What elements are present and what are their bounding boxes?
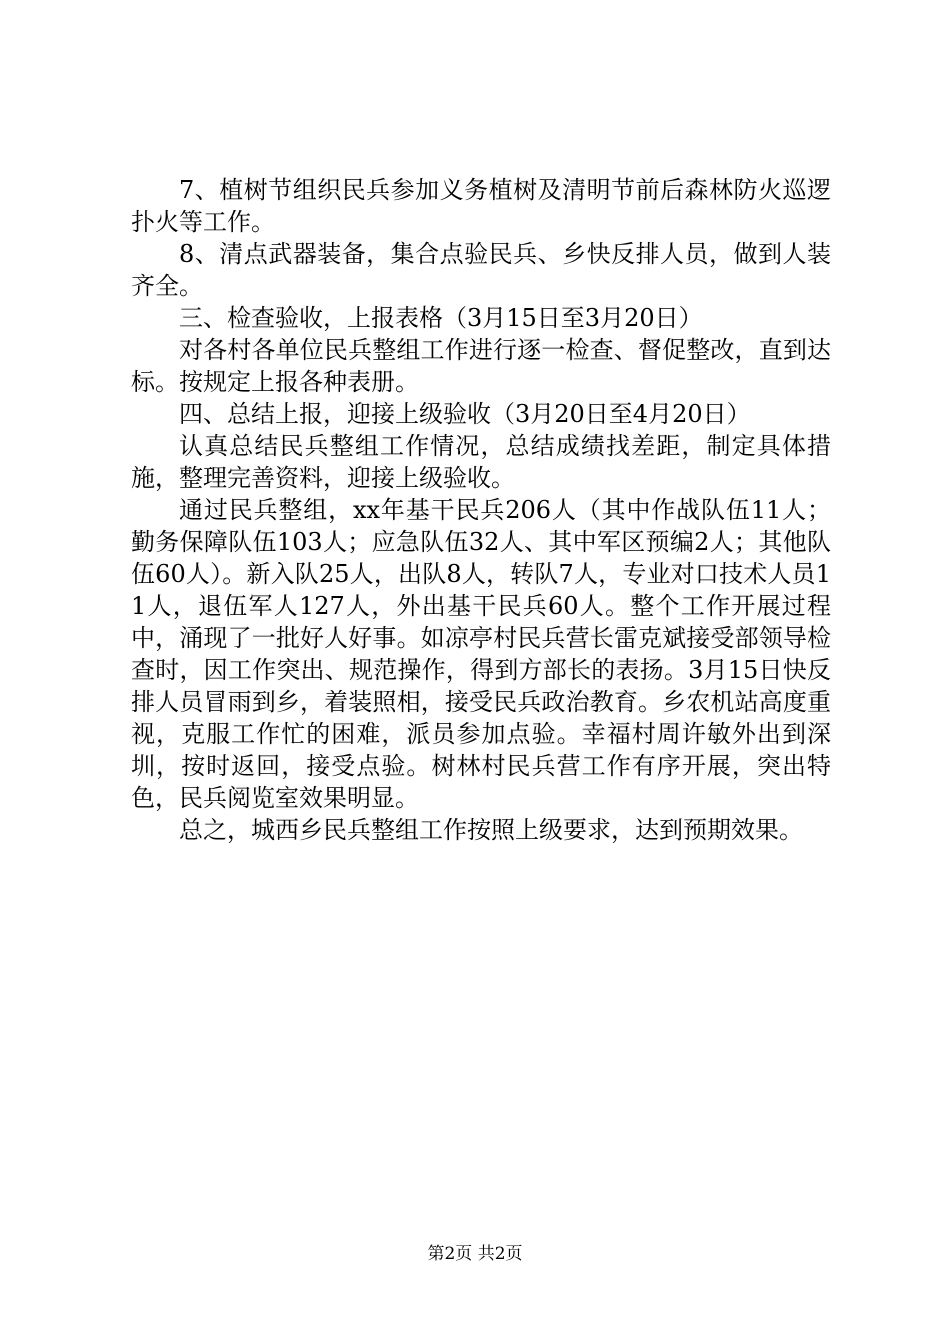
paragraph-item-8: 8、清点武器装备，集合点验民兵、乡快反排人员，做到人装齐全。 bbox=[131, 240, 831, 300]
paragraph-results: 通过民兵整组，xx年基干民兵206人（其中作战队伍11人；勤务保障队伍103人；应急队伍32人、其中军区预编2人；其他队伍60人）。新入队25人，出队8人，转队7人，专业对口技术人员11人，退伍军人127人，外出基干民兵60人。整个工作开展过程中，涌现了一批好人好事。如凉亭村民兵营长雷克斌接受部领导检查时，因工作突出、规范操作，得到方部长的表扬。3月15日快反排人员冒雨到乡，着装照相，接受民兵政治教育。乡农机站高度重视，克服工作忙的困难，派员参加点验。幸福村周许敏外出到深圳，按时返回，接受点验。树林村民兵营工作有序开展，突出特色，民兵阅览室效果明显。 bbox=[131, 496, 831, 812]
document-body bbox=[131, 174, 831, 846]
section-heading-summary: 四、总结上报，迎接上级验收（3月20日至4月20日） bbox=[179, 400, 751, 428]
page-number: 第2页 共2页 bbox=[427, 1244, 523, 1264]
paragraph-summary: 认真总结民兵整组工作情况，总结成绩找差距，制定具体措施，整理完善资料，迎接上级验收。 bbox=[131, 432, 831, 492]
page-footer bbox=[0, 1243, 950, 1265]
section-heading-inspection: 三、检查验收，上报表格（3月15日至3月20日） bbox=[179, 304, 703, 332]
paragraph-inspection: 对各村各单位民兵整组工作进行逐一检查、督促整改，直到达标。按规定上报各种表册。 bbox=[131, 336, 831, 396]
paragraph-conclusion: 总之，城西乡民兵整组工作按照上级要求，达到预期效果。 bbox=[179, 816, 803, 844]
paragraph-item-7: 7、植树节组织民兵参加义务植树及清明节前后森林防火巡逻扑火等工作。 bbox=[131, 176, 831, 236]
